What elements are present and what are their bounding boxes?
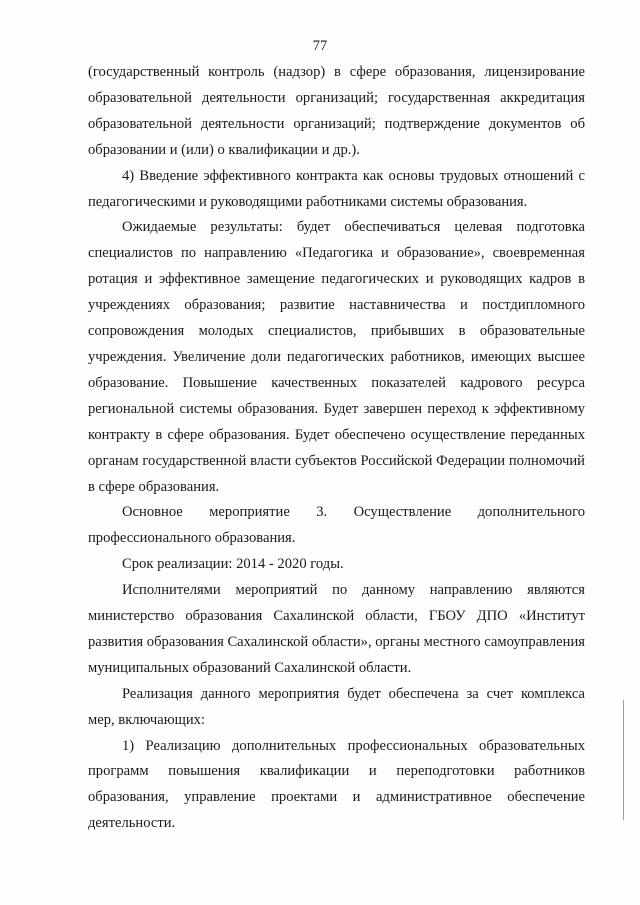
document-body bbox=[88, 60, 585, 837]
paragraph-expected-results: Ожидаемые результаты: будет обеспечиваться целевая подготовка специалистов по направлению «Педагогика и образование», своевременная ротация и эффективное замещение педагогических и руководящих кадров в учреждениях образования; развитие наставничества и постдипломного сопровождения молодых специалистов, прибывших в образовательные учреждения. Увеличение доли педагогических работников, имеющих высшее образование. Повышение качественных показателей кадрового ресурса региональной системы образования. Будет завершен переход к эффективному контракту в сфере образования. Будет обеспечено осуществление переданных органам государственной власти субъектов Российской Федерации полномочий в сфере образования. bbox=[88, 219, 585, 495]
paragraph-effective-contract: 4) Введение эффективного контракта как основы трудовых отношений с педагогическими и руководящими работниками системы образования. bbox=[88, 167, 585, 210]
paragraph-measure-1: 1) Реализацию дополнительных профессиональных образовательных программ повышения квалификации и переподготовки работников образования, управление проектами и административное обеспечение деятельности. bbox=[88, 737, 585, 832]
page-number: 77 bbox=[312, 38, 328, 54]
paragraph-implementation-period: Срок реализации: 2014 - 2020 годы. bbox=[122, 556, 344, 573]
paragraph-executors: Исполнителями мероприятий по данному направлению являются министерство образования Сахалинской области, ГБОУ ДПО «Институт развития образования Сахалинской области», органы местного самоуправления муниципальных образований Сахалинской области. bbox=[88, 582, 585, 676]
scan-edge-line bbox=[623, 700, 624, 820]
paragraph-measures-intro: Реализация данного мероприятия будет обеспечена за счет комплекса мер, включающих: bbox=[88, 685, 585, 728]
paragraph-continuation-licensing: (государственный контроль (надзор) в сфере образования, лицензирование образовательной деятельности организаций; государственная аккредитация образовательной деятельности организаций; подтверждение документов об образовании и (или) о квалификации и др.). bbox=[88, 64, 585, 158]
paragraph-main-activity-3: Основное мероприятие 3. Осуществление дополнительного профессионального образования. bbox=[88, 504, 585, 547]
